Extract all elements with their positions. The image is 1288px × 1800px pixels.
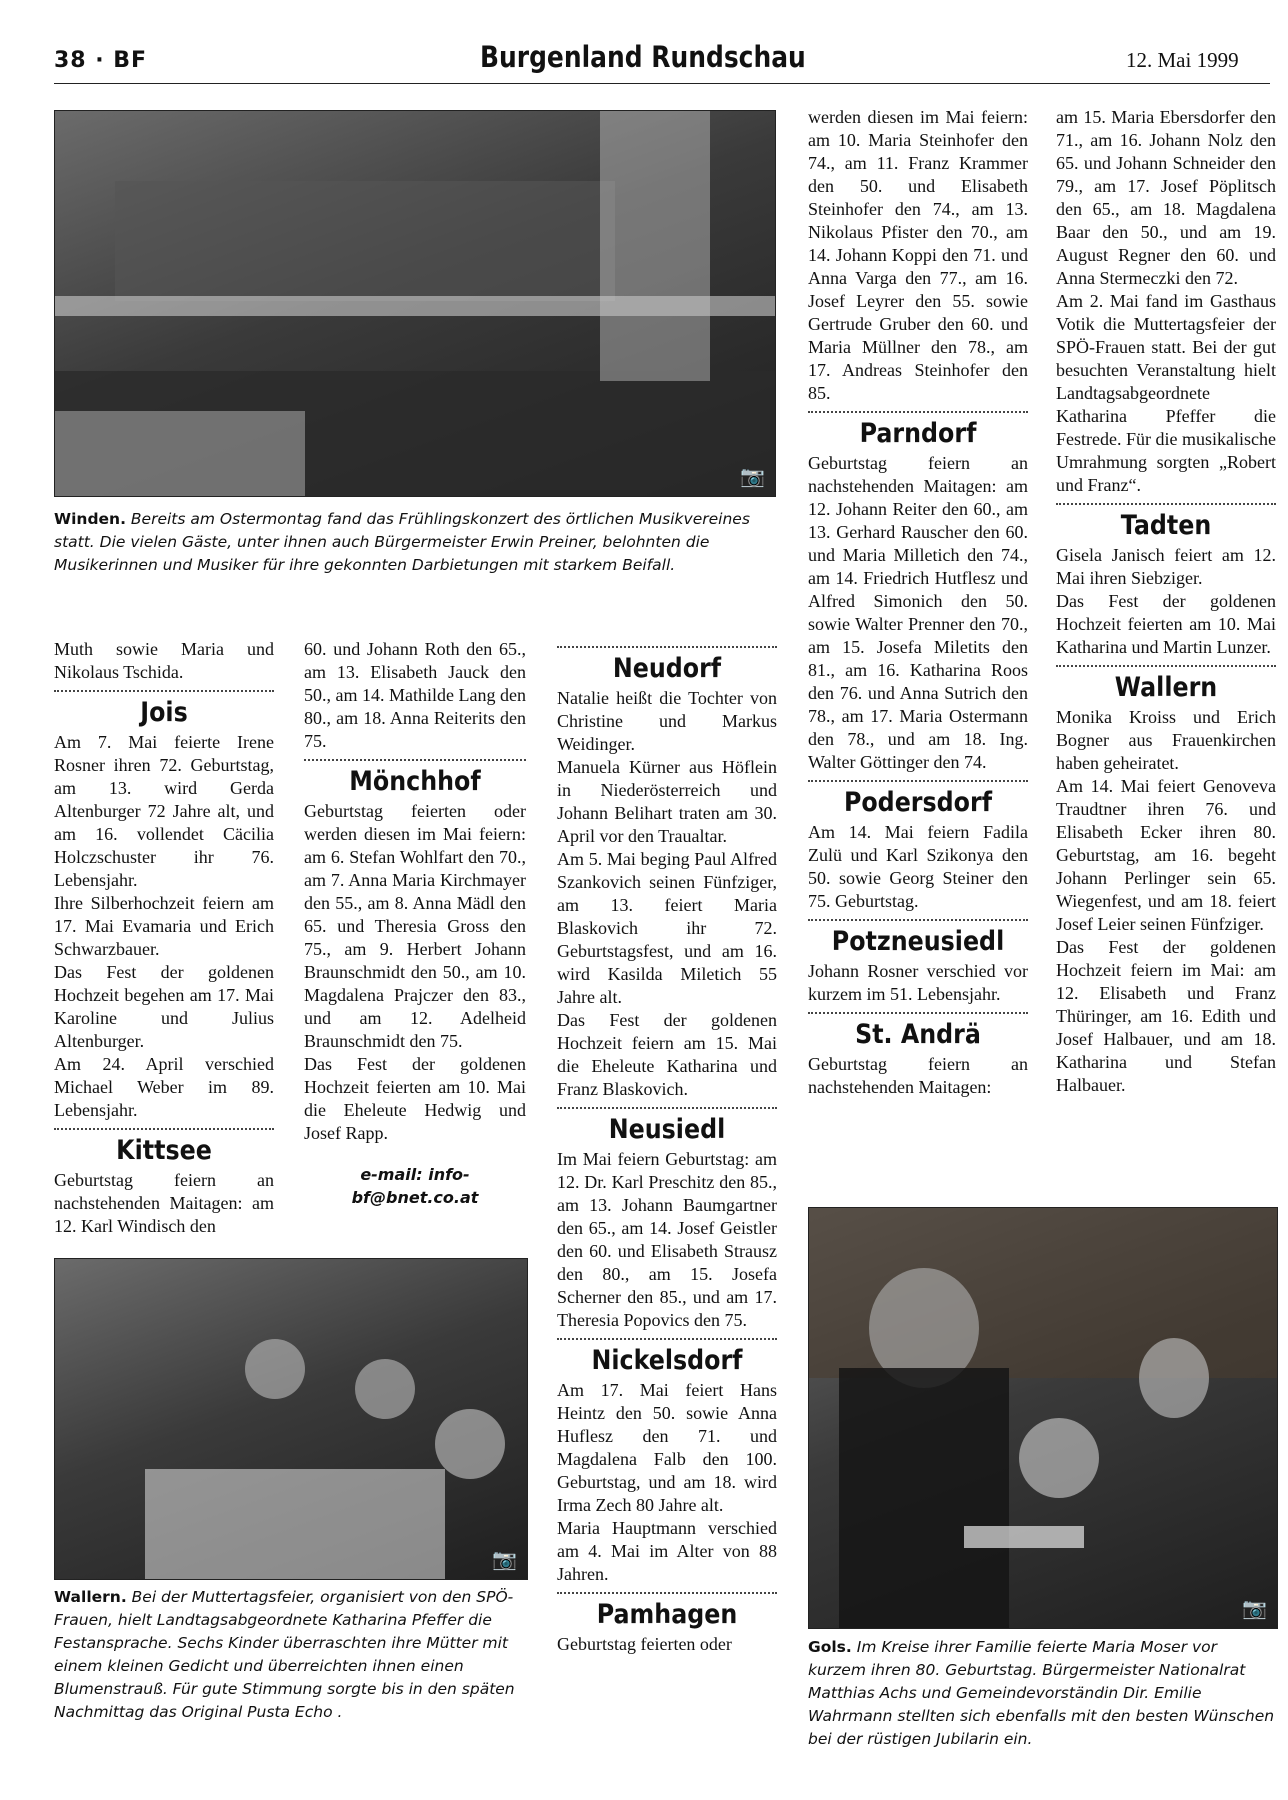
- camera-icon: 📷: [1242, 1596, 1267, 1620]
- dotted-divider: [808, 919, 1028, 921]
- heading-neudorf: Neudorf: [612, 653, 722, 684]
- heading-parndorf: Parndorf: [859, 418, 977, 449]
- col2-intro: 60. und Johann Roth den 65., am 13. Elisabeth Jauck den 50., am 14. Mathilde Lang den 80., am 18. Anna Reiterits den 75.: [304, 639, 526, 751]
- col1-intro: Muth sowie Maria und Nikolaus Tschida.: [54, 639, 274, 682]
- heading-pamhagen: Pamhagen: [596, 1599, 738, 1630]
- dotted-divider: [54, 1128, 274, 1130]
- heading-podersdorf: Podersdorf: [843, 787, 993, 818]
- dotted-divider: [557, 1107, 777, 1109]
- caption-wallern-place: Wallern.: [54, 1588, 127, 1606]
- email-contact[interactable]: e-mail: info-bf@bnet.co.at: [351, 1165, 479, 1207]
- podersdorf-para-1: Am 14. Mai feiern Fadila Zulü und Karl Szikonya den 50. sowie Georg Steiner den 75. Geburtstag.: [808, 822, 1028, 911]
- neudorf-para-2: Manuela Kürner aus Höflein in Niederösterreich und Johann Belihart traten am 30. April vor den Traualtar.: [557, 757, 777, 846]
- heading-neusiedl: Neusiedl: [608, 1114, 726, 1145]
- caption-winden-place: Winden.: [54, 510, 126, 528]
- dotted-divider: [304, 759, 526, 761]
- photo-gols-birthday: [808, 1207, 1278, 1629]
- col5-intro: am 15. Maria Ebersdorfer den 71., am 16. Johann Nolz den 65. und Johann Schneider den 79., am 17. Josef Pöplitsch den 65., am 18. Magdalena Baar den 50., und am 19. August Regner den 60. und Anna Stermeczki den 72.: [1056, 107, 1276, 288]
- photo-winden-concert: [54, 110, 776, 497]
- dotted-divider: [808, 1012, 1028, 1014]
- col4-intro: werden diesen im Mai feiern: am 10. Maria Steinhofer den 74., am 11. Franz Krammer den 50. und Elisabeth Steinhofer den 74., am 13. Nikolaus Pfister den 70., am 14. Johann Koppi den 71. und Anna Varga den 77., am 16. Josef Leyrer den 55. sowie Gertrude Gruber den 60. und Maria Müllner den 78., am 17. Andreas Steinhofer den 85.: [808, 107, 1028, 403]
- potzneusiedl-para-1: Johann Rosner verschied vor kurzem im 51. Lebensjahr.: [808, 961, 1028, 1004]
- wallern-para-1: Monika Kroiss und Erich Bogner aus Frauenkirchen haben geheiratet.: [1056, 707, 1276, 773]
- neudorf-para-4: Das Fest der goldenen Hochzeit feiern am 15. Mai die Eheleute Katharina und Franz Blaskovich.: [557, 1010, 777, 1099]
- dotted-divider: [557, 1338, 777, 1340]
- heading-tadten: Tadten: [1120, 510, 1212, 541]
- camera-icon: 📷: [492, 1547, 517, 1571]
- neudorf-para-3: Am 5. Mai beging Paul Alfred Szankovich seinen Fünfziger, am 13. feiert Maria Blaskovich ihr 72. Geburtstagsfest, und am 16. wird Kasilda Miletich 55 Jahre alt.: [557, 849, 777, 1007]
- moenchhof-para-2: Das Fest der goldenen Hochzeit feierten am 10. Mai die Eheleute Hedwig und Josef Rapp.: [304, 1054, 526, 1143]
- caption-wallern: [54, 1586, 526, 1724]
- st-andrae-para-1: Geburtstag feiern an nachstehenden Maitagen:: [808, 1054, 1028, 1097]
- column-1: [54, 638, 274, 1238]
- nickelsdorf-para-2: Maria Hauptmann verschied am 4. Mai im Alter von 88 Jahren.: [557, 1518, 777, 1584]
- nickelsdorf-para-1: Am 17. Mai feiert Hans Heintz den 50. sowie Anna Huflesz den 71. und Magdalena Falb den 100. Geburtstag, und am 18. wird Irma Zech 80 Jahre alt.: [557, 1380, 777, 1515]
- dotted-divider: [557, 1592, 777, 1594]
- caption-winden: [54, 508, 774, 577]
- heading-wallern: Wallern: [1114, 672, 1218, 703]
- tadten-para-1: Gisela Janisch feiert am 12. Mai ihren Siebziger.: [1056, 545, 1276, 588]
- dotted-divider: [54, 690, 274, 692]
- column-3: [557, 638, 777, 1656]
- jois-para-3: Das Fest der goldenen Hochzeit begehen am 17. Mai Karoline und Julius Altenburger.: [54, 962, 274, 1051]
- col5-para-2: Am 2. Mai fand im Gasthaus Votik die Muttertagsfeier der SPÖ-Frauen statt. Bei der gut besuchten Veranstaltung hielt Landtagsabgeordnete Katharina Pfeffer die Festrede. Für die musikalische Umrahmung sorgten „Robert und Franz“.: [1056, 291, 1276, 495]
- header-rule: [54, 83, 1270, 84]
- dotted-divider: [808, 780, 1028, 782]
- wallern-para-2: Am 14. Mai feiert Genoveva Traudtner ihren 76. und Elisabeth Ecker ihren 80. Geburtstag, am 16. begeht Johann Perlinger sein 65. Wiegenfest, und am 18. feiert Josef Leier seinen Fünfziger.: [1056, 776, 1276, 934]
- caption-winden-text: Bereits am Ostermontag fand das Frühlingskonzert des örtlichen Musikvereines statt. Die vielen Gäste, unter ihnen auch Bürgermeister Erwin Preiner, belohnten die Musikerinnen und Musiker für ihre gekonnten Darbietungen mit starkem Beifall.: [54, 510, 750, 574]
- heading-moenchhof: Mönchhof: [349, 766, 481, 797]
- parndorf-para-1: Geburtstag feiern an nachstehenden Maitagen: am 12. Johann Reiter den 60., am 13. Gerhard Rauscher den 60. und Maria Milletich den 74., am 14. Friedrich Hutflesz und Alfred Simonich den 50. sowie Walter Prenner den 70., am 15. Josefa Miletits den 81., am 16. Katharina Roos den 76. und Anna Sutrich den 78., am 17. Maria Ostermann den 78., und am 18. Ing. Walter Göttinger den 74.: [808, 453, 1028, 772]
- jois-para-2: Ihre Silberhochzeit feiern am 17. Mai Evamaria und Erich Schwarzbauer.: [54, 893, 274, 959]
- wallern-para-3: Das Fest der goldenen Hochzeit feiern im Mai: am 12. Elisabeth und Franz Thüringer, am 16. Edith und Josef Halbauer, und am 18. Katharina und Stefan Halbauer.: [1056, 937, 1276, 1095]
- dotted-divider: [1056, 665, 1276, 667]
- heading-jois: Jois: [140, 697, 188, 728]
- tadten-para-2: Das Fest der goldenen Hochzeit feierten am 10. Mai Katharina und Martin Lunzer.: [1056, 591, 1276, 657]
- moenchhof-para-1: Geburtstag feierten oder werden diesen im Mai feiern: am 6. Stefan Wohlfart den 70., am 7. Anna Maria Kirchmayer den 55., am 8. Anna Mädl den 65. und Theresia Gross den 75., am 9. Herbert Johann Braunschmidt den 50., am 10. Magdalena Prajczer den 83., und am 12. Adelheid Braunschmidt den 75.: [304, 801, 526, 1051]
- column-5: [1056, 106, 1276, 1097]
- dotted-divider: [1056, 503, 1276, 505]
- dotted-divider: [557, 646, 777, 648]
- heading-nickelsdorf: Nickelsdorf: [591, 1345, 743, 1376]
- heading-potzneusiedl: Potzneusiedl: [831, 926, 1005, 957]
- column-2: [304, 638, 526, 1209]
- photo-wallern-muttertag: [54, 1258, 528, 1580]
- caption-gols-place: Gols.: [808, 1638, 852, 1656]
- neudorf-para-1: Natalie heißt die Tochter von Christine und Markus Weidinger.: [557, 688, 777, 754]
- jois-para-4: Am 24. April verschied Michael Weber im 89. Lebensjahr.: [54, 1054, 274, 1120]
- pamhagen-para-1: Geburtstag feierten oder: [557, 1634, 732, 1654]
- column-4: [808, 106, 1028, 1099]
- jois-para-1: Am 7. Mai feierte Irene Rosner ihren 72. Geburtstag, am 13. wird Gerda Altenburger 72 Jahre alt, und am 16. vollendet Cäcilia Holczschuster ihr 76. Lebensjahr.: [54, 732, 274, 890]
- caption-gols-text: Im Kreise ihrer Familie feierte Maria Moser vor kurzem ihren 80. Geburtstag. Bürgermeister Nationalrat Matthias Achs und Gemeindevorständin Dir. Emilie Wahrmann stellten sich ebenfalls mit den besten Wünschen bei der rüstigen Jubilarin ein.: [808, 1638, 1275, 1748]
- caption-gols: [808, 1636, 1276, 1751]
- caption-wallern-text: Bei der Muttertagsfeier, organisiert von den SPÖ-Frauen, hielt Landtagsabgeordnete Katharina Pfeffer die Festansprache. Sechs Kinder überraschten ihre Mütter mit einem kleinen Gedicht und überreichten ihnen einen Blumenstrauß. Für gute Stimmung sorgte bis in den späten Nachmittag das Original Pusta Echo .: [54, 1588, 515, 1721]
- neusiedl-para-1: Im Mai feiern Geburtstag: am 12. Dr. Karl Preschitz den 85., am 13. Johann Baumgartner den 65., am 14. Josef Geistler den 60. und Elisabeth Strausz den 80., am 15. Josefa Scherner den 85., und am 17. Theresia Popovics den 75.: [557, 1149, 777, 1330]
- dotted-divider: [808, 411, 1028, 413]
- heading-st-andrae: St. Andrä: [855, 1019, 981, 1050]
- heading-kittsee: Kittsee: [116, 1135, 212, 1166]
- page-number: 38 · BF: [54, 48, 148, 73]
- newspaper-title: Burgenland Rundschau: [480, 40, 806, 74]
- issue-date: 12. Mai 1999: [1126, 48, 1239, 72]
- kittsee-para-1: Geburtstag feiern an nachstehenden Maitagen: am 12. Karl Windisch den: [54, 1170, 274, 1236]
- camera-icon: 📷: [740, 464, 765, 488]
